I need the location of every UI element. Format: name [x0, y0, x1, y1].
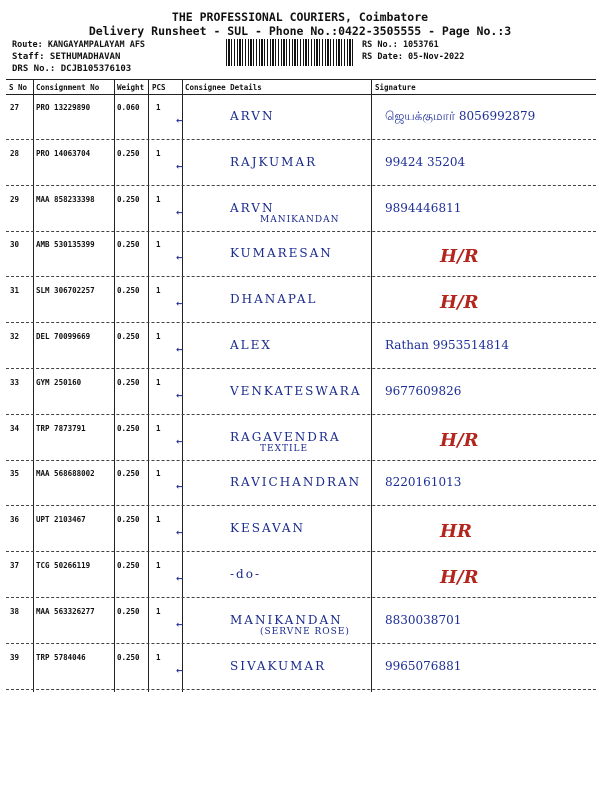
row-sno: 39	[10, 653, 20, 662]
row-signature: 9965076881	[385, 659, 462, 673]
row-sno: 27	[10, 103, 20, 112]
row-divider	[6, 460, 596, 461]
rs-date: RS Date: 05-Nov-2022	[362, 52, 465, 62]
row-weight: 0.250	[117, 195, 140, 204]
col-signature-header: Signature	[375, 83, 416, 92]
row-weight: 0.250	[117, 378, 140, 387]
col-consignee-header: Consignee Details	[185, 83, 262, 92]
row-pcs: 1	[156, 286, 161, 295]
row-consignment-no: PRO 14063704	[36, 149, 91, 158]
row-sno: 34	[10, 424, 20, 433]
arrow-mark-icon: ←	[176, 388, 184, 402]
col-consignment-header: Consignment No	[36, 83, 100, 92]
col-divider	[114, 80, 115, 692]
row-consignment-no: GYM 250160	[36, 378, 82, 387]
row-pcs: 1	[156, 515, 161, 524]
drs-label: DRS No.: DCJB105376103	[12, 64, 132, 74]
arrow-mark-icon: ←	[176, 205, 184, 219]
row-consignment-no: TRP 7873791	[36, 424, 86, 433]
arrow-mark-icon: ←	[176, 479, 184, 493]
row-signature: 8830038701	[385, 613, 462, 627]
row-divider	[6, 322, 596, 323]
row-divider	[6, 551, 596, 552]
row-pcs: 1	[156, 653, 161, 662]
row-consignee-name: SIVAKUMAR	[230, 659, 327, 673]
row-consignee-name: DHANAPAL	[230, 292, 318, 306]
row-divider	[6, 597, 596, 598]
col-divider	[148, 80, 149, 692]
company-title: THE PROFESSIONAL COURIERS, Coimbatore	[171, 10, 429, 24]
row-consignment-no: UPT 2103467	[36, 515, 86, 524]
row-pcs: 1	[156, 240, 161, 249]
row-sno: 36	[10, 515, 20, 524]
row-divider	[6, 139, 596, 140]
row-weight: 0.250	[117, 561, 140, 570]
row-signature: 9677609826	[385, 384, 462, 398]
arrow-mark-icon: ←	[176, 296, 184, 310]
barcode	[226, 39, 354, 66]
row-pcs: 1	[156, 332, 161, 341]
row-sno: 33	[10, 378, 20, 387]
row-sno: 29	[10, 195, 20, 204]
arrow-mark-icon: ←	[176, 113, 184, 127]
row-signature: H/R	[440, 430, 479, 451]
row-weight: 0.250	[117, 332, 140, 341]
row-sno: 31	[10, 286, 20, 295]
row-pcs: 1	[156, 149, 161, 158]
row-consignee-name: RAJKUMAR	[230, 155, 318, 169]
row-consignee-name: -do-	[230, 567, 262, 581]
runsheet-subtitle: Delivery Runsheet - SUL - Phone No.:0422-3505555 - Page No.:3	[88, 24, 512, 38]
row-signature: HR	[440, 521, 472, 542]
row-consignment-no: AMB 530135399	[36, 240, 95, 249]
row-pcs: 1	[156, 607, 161, 616]
arrow-mark-icon: ←	[176, 434, 184, 448]
row-pcs: 1	[156, 469, 161, 478]
arrow-mark-icon: ←	[176, 571, 184, 585]
row-consignee-name: ALEX	[230, 338, 272, 352]
row-divider	[6, 276, 596, 277]
row-consignee-name: MANIKANDAN	[230, 613, 343, 627]
row-weight: 0.250	[117, 653, 140, 662]
row-signature: 9894446811	[385, 201, 462, 215]
row-consignee-name: RAGAVENDRA	[230, 430, 341, 444]
row-divider	[6, 689, 596, 690]
row-consignment-no: PRO 13229890	[36, 103, 91, 112]
row-weight: 0.250	[117, 469, 140, 478]
row-signature: 8220161013	[385, 475, 462, 489]
row-sno: 30	[10, 240, 20, 249]
row-consignment-no: MAA 563326277	[36, 607, 95, 616]
row-signature: 99424 35204	[385, 155, 466, 169]
row-pcs: 1	[156, 561, 161, 570]
row-consignment-no: TCG 50266119	[36, 561, 91, 570]
row-divider	[6, 643, 596, 644]
arrow-mark-icon: ←	[176, 342, 184, 356]
row-divider	[6, 414, 596, 415]
table-top-line	[6, 79, 596, 80]
row-pcs: 1	[156, 195, 161, 204]
col-weight-header: Weight	[117, 83, 145, 92]
col-pcs-header: PCS	[152, 83, 166, 92]
row-signature: H/R	[440, 567, 479, 588]
row-divider	[6, 505, 596, 506]
row-consignment-no: DEL 70099669	[36, 332, 91, 341]
arrow-mark-icon: ←	[176, 525, 184, 539]
row-consignee-name: RAVICHANDRAN	[230, 475, 362, 489]
row-sno: 32	[10, 332, 20, 341]
row-signature: Rathan 9953514814	[385, 338, 510, 352]
row-consignee-line2: MANIKANDAN	[260, 215, 340, 225]
row-consignee-line2: (SERVNE ROSE)	[260, 627, 350, 637]
arrow-mark-icon: ←	[176, 159, 184, 173]
row-sno: 38	[10, 607, 20, 616]
arrow-mark-icon: ←	[176, 663, 184, 677]
row-pcs: 1	[156, 424, 161, 433]
route-label: Route: KANGAYAMPALAYAM AFS	[12, 40, 146, 50]
row-divider	[6, 368, 596, 369]
row-consignee-name: KESAVAN	[230, 521, 306, 535]
row-consignee-name: KUMARESAN	[230, 246, 333, 260]
row-consignee-name: ARVN	[230, 109, 275, 123]
row-pcs: 1	[156, 103, 161, 112]
row-weight: 0.250	[117, 515, 140, 524]
row-signature: H/R	[440, 246, 479, 267]
row-consignee-name: ARVN	[230, 201, 275, 215]
row-weight: 0.250	[117, 607, 140, 616]
row-consignee-name: VENKATESWARA	[230, 384, 362, 398]
rs-number: RS No.: 1053761	[362, 40, 439, 50]
col-divider	[33, 80, 34, 692]
row-pcs: 1	[156, 378, 161, 387]
col-divider	[371, 80, 372, 692]
row-divider	[6, 185, 596, 186]
row-weight: 0.250	[117, 240, 140, 249]
row-weight: 0.250	[117, 424, 140, 433]
row-sno: 28	[10, 149, 20, 158]
row-sno: 37	[10, 561, 20, 570]
row-consignee-line2: TEXTILE	[260, 444, 309, 454]
staff-label: Staff: SETHUMADHAVAN	[12, 52, 121, 62]
col-sno-header: S No	[9, 83, 28, 92]
row-signature: H/R	[440, 292, 479, 313]
row-consignment-no: MAA 568688002	[36, 469, 95, 478]
row-divider	[6, 231, 596, 232]
arrow-mark-icon: ←	[176, 617, 184, 631]
row-sno: 35	[10, 469, 20, 478]
row-consignment-no: SLM 306702257	[36, 286, 95, 295]
row-signature: ஜெயக்குமார் 8056992879	[385, 109, 536, 123]
row-consignment-no: MAA 858233398	[36, 195, 95, 204]
row-weight: 0.250	[117, 286, 140, 295]
table-header-line	[6, 94, 596, 95]
arrow-mark-icon: ←	[176, 250, 184, 264]
row-weight: 0.060	[117, 103, 140, 112]
row-consignment-no: TRP 5784046	[36, 653, 86, 662]
row-weight: 0.250	[117, 149, 140, 158]
